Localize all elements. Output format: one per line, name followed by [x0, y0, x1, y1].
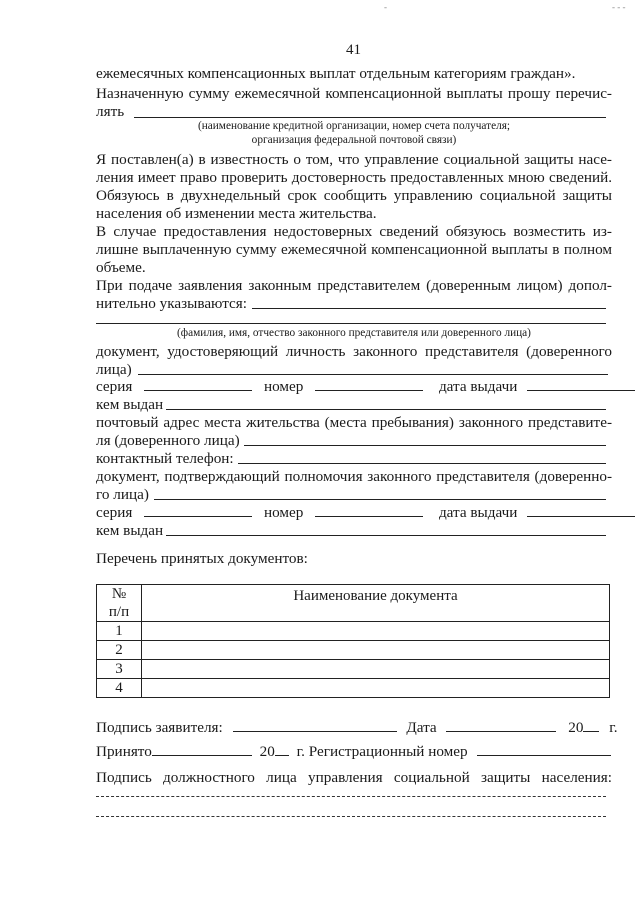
text-line: При подаче заявления законным представителем (доверенным лицом) допол-: [96, 277, 612, 294]
label: Подпись заявителя:: [96, 719, 223, 736]
text-line: документ, удостоверяющий личность законного представителя (доверенного: [96, 343, 612, 360]
row-number: 1: [97, 622, 142, 641]
official-signature-field[interactable]: [96, 796, 606, 797]
phone-field[interactable]: [238, 463, 606, 464]
scan-mark: -: [384, 2, 387, 12]
header-label: №: [111, 586, 127, 602]
official-signature-label: Подпись должностного лица управления социальной защиты населения:: [96, 769, 612, 786]
issue-date-field[interactable]: [527, 377, 635, 391]
table-row: [97, 679, 610, 698]
registration-number-field[interactable]: [477, 742, 611, 756]
date-field[interactable]: [446, 718, 556, 732]
accepted-row: [96, 742, 612, 761]
text-line: ежемесячных компенсационных выплат отдельным категориям граждан».: [96, 65, 576, 82]
header-label: п/п: [108, 604, 130, 620]
text-line: объеме.: [96, 259, 146, 276]
table-row: [97, 622, 610, 641]
documents-table: [96, 584, 610, 698]
passport-row: [96, 377, 612, 396]
document-name-cell[interactable]: [142, 641, 610, 660]
label: Дата: [406, 719, 437, 736]
bank-account-field[interactable]: [134, 117, 606, 118]
address-field[interactable]: [244, 445, 606, 446]
text-line: лишне выплаченную сумму ежемесячной компенсационной выплаты в полном: [96, 241, 612, 258]
accepted-date-field[interactable]: [152, 742, 252, 756]
text-line: [96, 431, 612, 450]
issue-date-field[interactable]: [527, 503, 635, 517]
label: 20: [568, 719, 584, 736]
text-line: В случае предоставления недостоверных сведений обязуюсь возместить из-: [96, 223, 612, 240]
label: лять: [96, 103, 125, 120]
row-number: 2: [97, 641, 142, 660]
scan-mark: - - -: [612, 2, 626, 12]
label: лица): [96, 361, 132, 378]
label: номер: [263, 504, 304, 521]
header-cell-number: [97, 585, 142, 622]
field-caption: организация федеральной почтовой связи): [251, 134, 457, 146]
official-signature-field-line2[interactable]: [96, 816, 606, 817]
passport-row: [96, 503, 612, 522]
label: кем выдан: [96, 396, 164, 413]
table-row: [97, 660, 610, 679]
accepted-year-field[interactable]: [275, 742, 289, 756]
label: дата выдачи: [438, 378, 518, 395]
number-field[interactable]: [315, 503, 423, 517]
docs-list-title: Перечень принятых документов:: [96, 550, 308, 567]
label: номер: [263, 378, 304, 395]
label: Принято: [96, 743, 152, 760]
label: кем выдан: [96, 522, 164, 539]
id-document-field[interactable]: [138, 374, 608, 375]
text-line: почтовый адрес места жительства (места пребывания) законного представите-: [96, 414, 612, 431]
document-name-cell[interactable]: [142, 679, 610, 698]
issued-by-field[interactable]: [166, 409, 606, 410]
document-name-cell[interactable]: [142, 660, 610, 679]
table-row: [97, 641, 610, 660]
text-line: ления имеет право проверить достоверность предоставленных мною сведений.: [96, 169, 612, 186]
text-line: Назначенную сумму ежемесячной компенсационной выплаты прошу перечис-: [96, 85, 612, 102]
label: дата выдачи: [438, 504, 518, 521]
representative-field-line2[interactable]: [96, 323, 606, 324]
series-field[interactable]: [144, 377, 252, 391]
label: серия: [96, 378, 133, 395]
label: го лица): [96, 486, 149, 503]
label: ля (доверенного лица): [96, 432, 240, 449]
field-caption: (фамилия, имя, отчество законного представителя или доверенного лица): [177, 327, 531, 339]
row-number: 3: [97, 660, 142, 679]
page-number: 41: [346, 42, 361, 58]
issued-by-row: [96, 521, 612, 540]
label: 20: [259, 743, 275, 760]
document-name-cell[interactable]: [142, 622, 610, 641]
text-line: Обязуюсь в двухнедельный срок сообщить управлению социальной защиты: [96, 187, 612, 204]
representative-field[interactable]: [252, 308, 606, 309]
issued-by-field[interactable]: [166, 535, 606, 536]
applicant-signature-field[interactable]: [233, 718, 397, 732]
text-line: [96, 449, 612, 468]
label: серия: [96, 504, 133, 521]
text-line: населения об изменении места жительства.: [96, 205, 377, 222]
year-field[interactable]: [583, 718, 599, 732]
label: г.: [609, 719, 618, 736]
label: контактный телефон:: [96, 450, 234, 467]
applicant-signature-row: [96, 718, 618, 737]
text-line: [96, 485, 612, 504]
header-cell-name: Наименование документа: [142, 585, 610, 622]
text-line: нительно указываются:: [96, 295, 247, 312]
text-line: документ, подтверждающий полномочия законного представителя (доверенно-: [96, 468, 612, 485]
field-caption: (наименование кредитной организации, номер счета получателя;: [197, 120, 511, 132]
issued-by-row: [96, 395, 612, 414]
label: г. Регистрационный номер: [296, 743, 468, 760]
row-number: 4: [97, 679, 142, 698]
number-field[interactable]: [315, 377, 423, 391]
text-line: Я поставлен(а) в известность о том, что управление социальной защиты насе-: [96, 151, 612, 168]
authority-document-field[interactable]: [154, 499, 606, 500]
series-field[interactable]: [144, 503, 252, 517]
